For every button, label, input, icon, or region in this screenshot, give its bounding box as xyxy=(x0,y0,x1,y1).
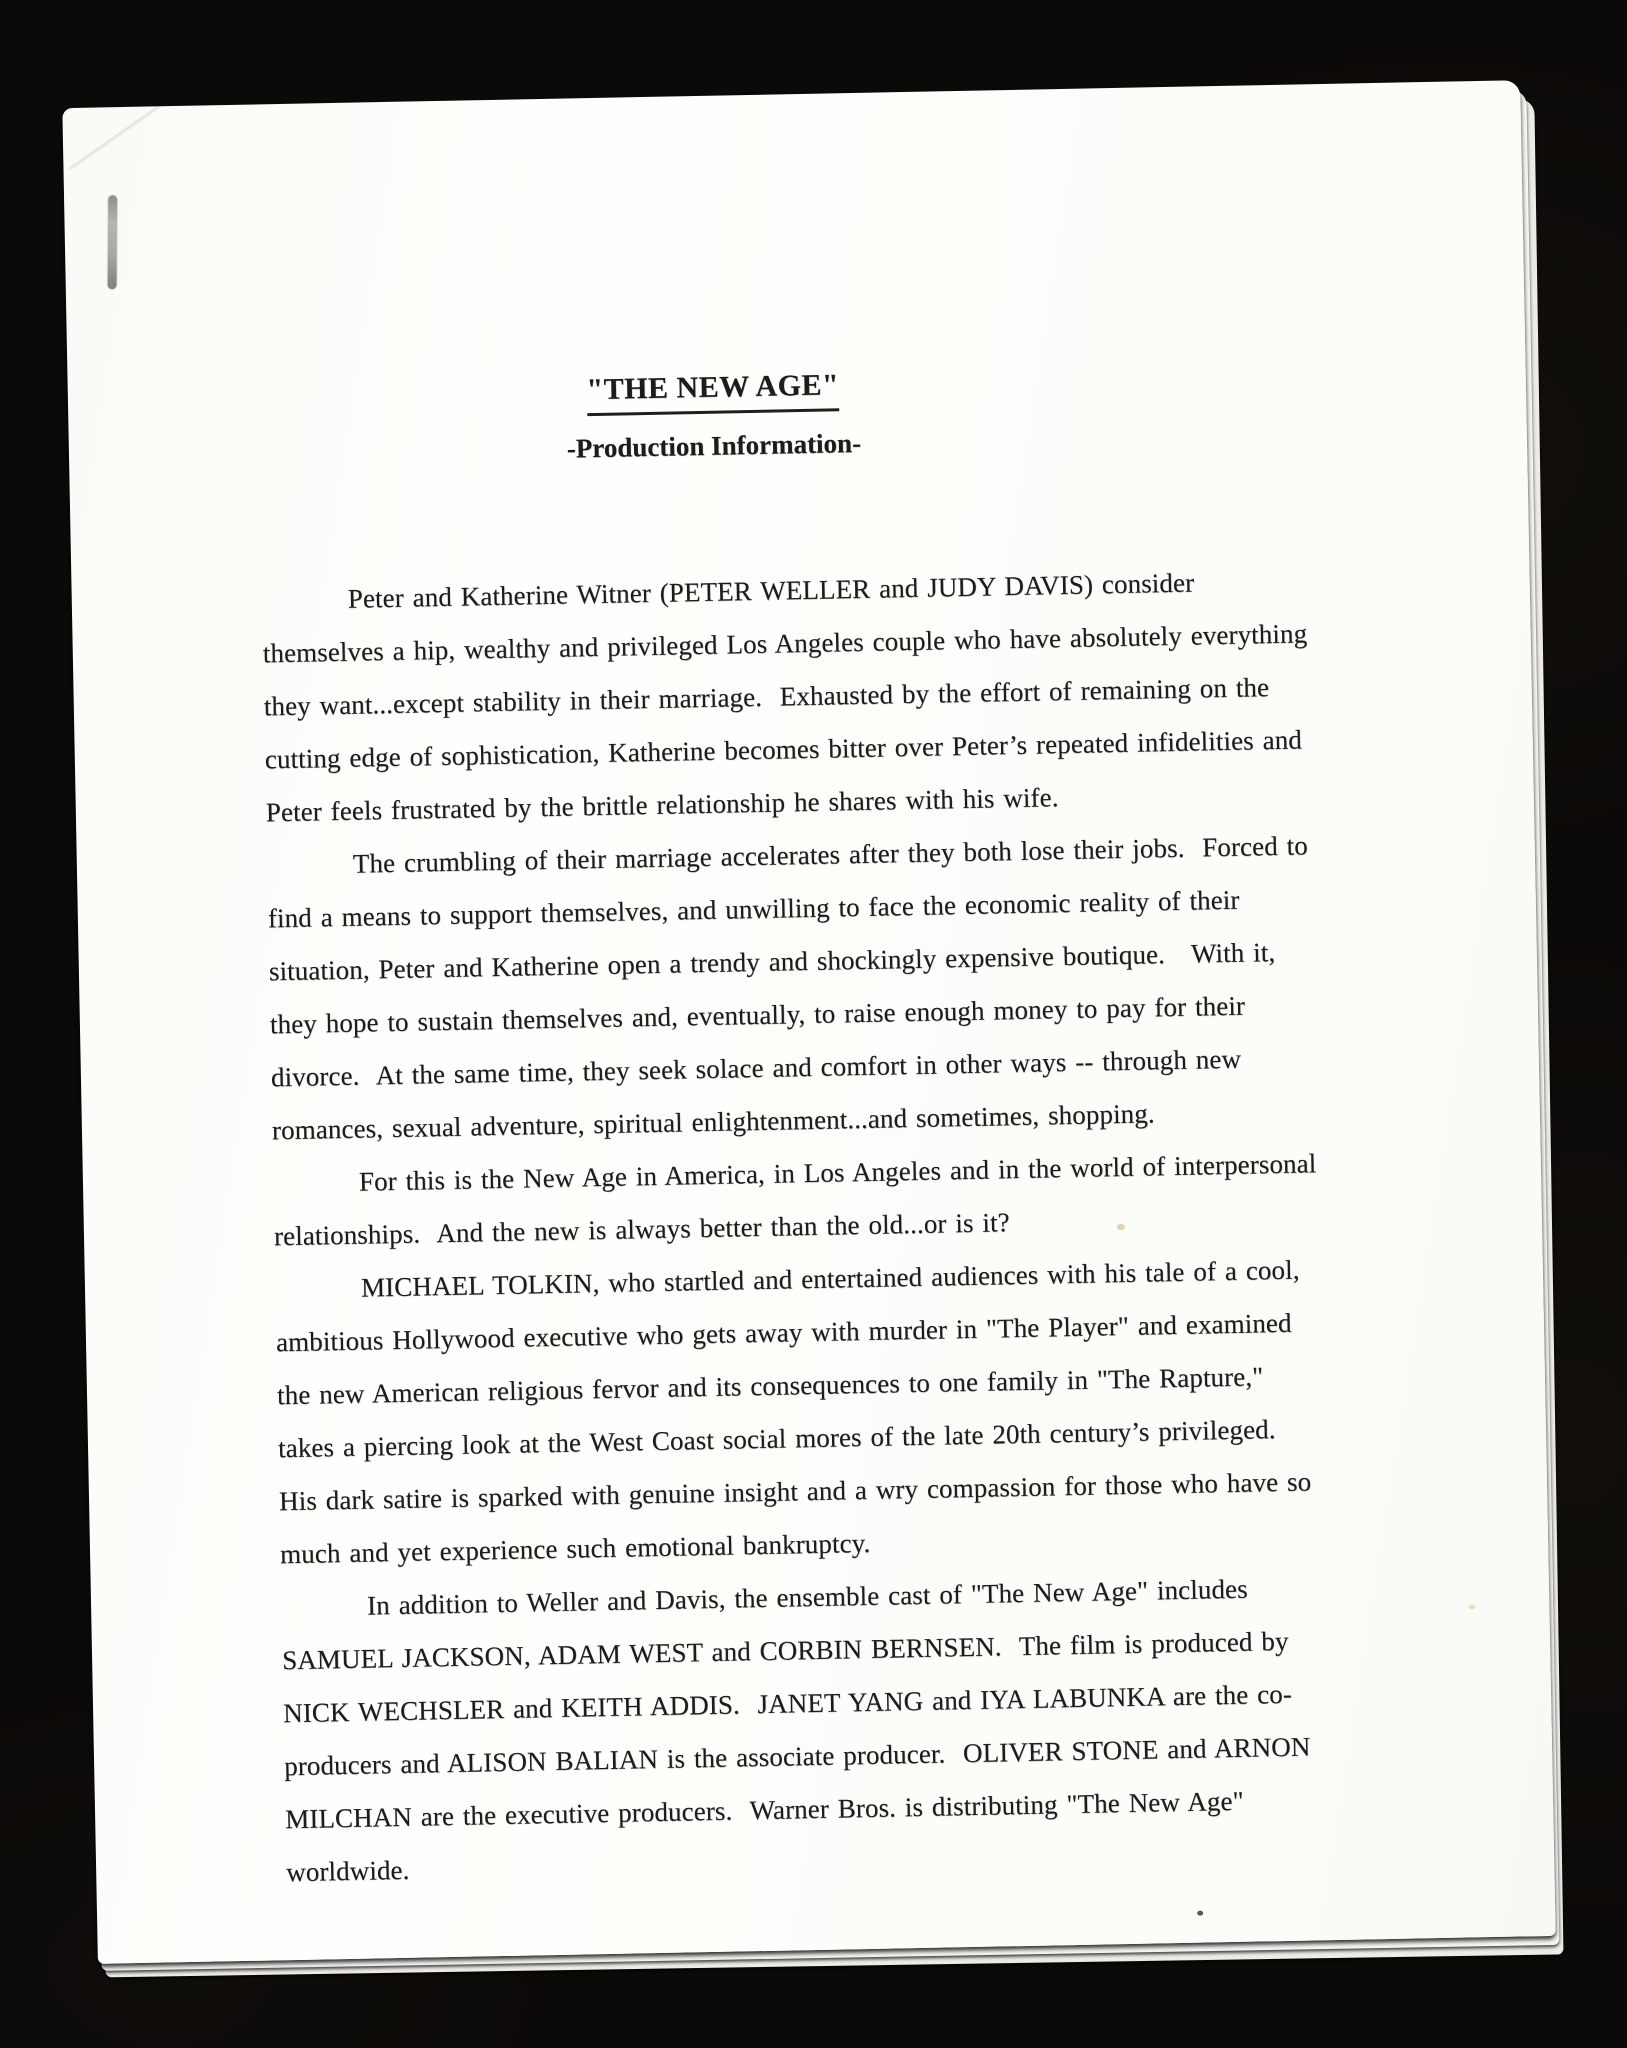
text-line: Peter and Katherine Witner (PETER WELLER and JUDY DAVIS) consider xyxy=(347,567,1195,614)
scan-speck xyxy=(1197,1911,1203,1916)
document-body xyxy=(71,550,1554,1903)
document-page xyxy=(62,80,1555,1964)
text-line: the new American religious fervor and its consequences to one family in "The Rapture," xyxy=(276,1361,1264,1411)
text-line: MILCHAN are the executive producers. Warner Bros. is distributing "The New Age" xyxy=(284,1785,1244,1835)
document-title xyxy=(258,359,1169,422)
document-header xyxy=(68,359,1170,476)
text-line: romances, sexual adventure, spiritual enlightenment...and sometimes, shopping. xyxy=(271,1098,1155,1146)
text-line: MICHAEL TOLKIN, who startled and entertained audiences with his tale of a cool, xyxy=(360,1254,1300,1303)
paragraph xyxy=(275,1241,1429,1581)
text-line: they want...except stability in their marriage. Exhausted by the effort of remaining on the xyxy=(263,672,1270,722)
staple xyxy=(108,195,118,289)
paragraph xyxy=(261,552,1414,839)
text-line: His dark satire is sparked with genuine insight and a wry compassion for those who have so xyxy=(278,1466,1312,1517)
text-line: producers and ALISON BALIAN is the associate producer. OLIVER STONE and ARNON xyxy=(283,1731,1311,1782)
text-line: situation, Peter and Katherine open a trendy and shockingly expensive boutique. With it, xyxy=(268,937,1276,987)
paragraph xyxy=(266,817,1420,1157)
text-line: worldwide. xyxy=(285,1854,410,1888)
text-line: In addition to Weller and Davis, the ensemble cast of "The New Age" includes xyxy=(366,1573,1248,1621)
text-line: The crumbling of their marriage accelerates after they both lose their jobs. Forced to xyxy=(352,830,1309,879)
text-line: cutting edge of sophistication, Katherine becomes bitter over Peter’s repeated infidelities and xyxy=(264,724,1303,775)
text-line: Peter feels frustrated by the brittle relationship he shares with his wife. xyxy=(265,782,1059,828)
text-line: relationships. And the new is always better than the old...or is it? xyxy=(273,1207,1010,1252)
text-line: SAMUEL JACKSON, ADAM WEST and CORBIN BERNSEN. The film is produced by xyxy=(281,1625,1289,1676)
text-line: find a means to support themselves, and unwilling to face the economic reality of their xyxy=(267,884,1240,934)
paragraph xyxy=(281,1559,1435,1899)
text-line: ambitious Hollywood executive who gets away with murder in "The Player" and examined xyxy=(275,1307,1292,1358)
page-corner-fold xyxy=(68,106,161,170)
document-subtitle: -Production Information- xyxy=(566,427,862,464)
text-line: takes a piercing look at the West Coast social mores of the late 20th century’s privileged. xyxy=(277,1414,1276,1464)
text-line: divorce. At the same time, they seek solace and comfort in other ways -- through new xyxy=(270,1043,1242,1093)
text-line: much and yet experience such emotional bankruptcy. xyxy=(279,1527,871,1570)
text-line: For this is the New Age in America, in Los Angeles and in the world of interpersonal xyxy=(358,1148,1317,1197)
text-line: they hope to sustain themselves and, eventually, to raise enough money to pay for their xyxy=(269,990,1246,1040)
document-title-text: "THE NEW AGE" xyxy=(586,365,839,416)
text-line: themselves a hip, wealthy and privileged Los Angeles couple who have absolutely everything xyxy=(262,618,1308,669)
text-line: NICK WECHSLER and KEITH ADDIS. JANET YANG and IYA LABUNKA are the co- xyxy=(282,1678,1293,1729)
